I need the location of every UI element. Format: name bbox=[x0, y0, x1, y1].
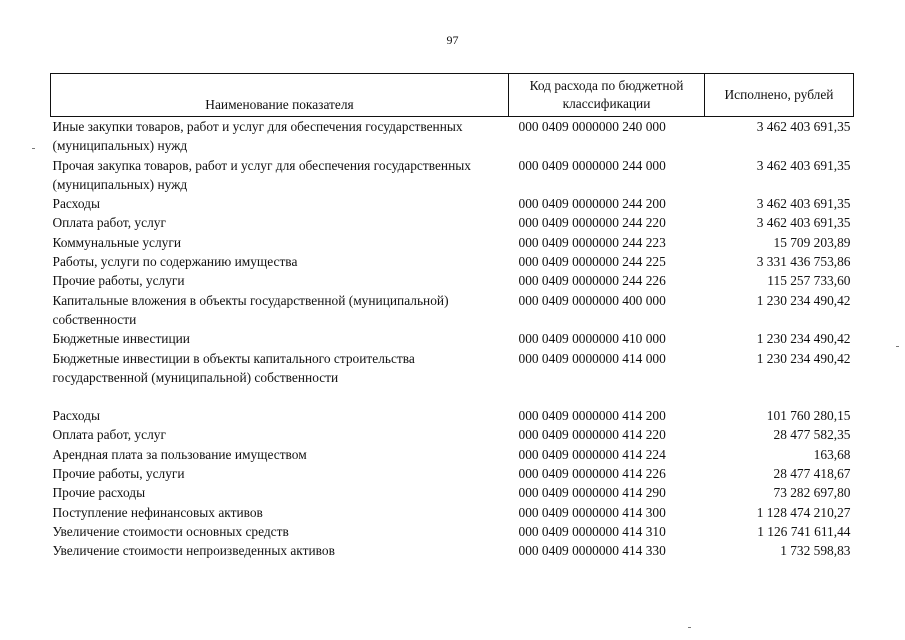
table-row bbox=[51, 291, 854, 330]
scan-speck bbox=[896, 346, 899, 347]
table-row bbox=[51, 117, 854, 156]
row-value: 1 126 741 611,44 bbox=[757, 523, 851, 539]
table-row bbox=[51, 213, 854, 232]
row-name: Прочие расходы bbox=[52, 485, 146, 501]
row-name: Иные закупки товаров, работ и услуг для обеспечения государственных (муниципальных) нужд bbox=[52, 119, 463, 154]
row-code: 000 0409 0000000 410 000 bbox=[518, 331, 666, 347]
table-spacer-row bbox=[51, 387, 854, 406]
row-name: Коммунальные услуги bbox=[52, 234, 181, 250]
header-value: Исполнено, рублей bbox=[705, 74, 854, 117]
header-code: Код расхода по бюджетной классификации bbox=[509, 74, 705, 117]
row-value: 3 331 436 753,86 bbox=[756, 254, 851, 270]
row-value: 15 709 203,89 bbox=[773, 234, 851, 250]
row-name: Оплата работ, услуг bbox=[52, 215, 166, 231]
table-row bbox=[51, 483, 854, 502]
table-row bbox=[51, 271, 854, 290]
table-row bbox=[51, 156, 854, 195]
scan-speck bbox=[688, 627, 691, 628]
row-name: Арендная плата за пользование имуществом bbox=[52, 446, 307, 462]
row-code: 000 0409 0000000 244 200 bbox=[518, 196, 666, 212]
row-code: 000 0409 0000000 414 226 bbox=[518, 466, 666, 482]
spacer-cell bbox=[705, 387, 854, 406]
row-code: 000 0409 0000000 414 300 bbox=[518, 504, 666, 520]
row-value: 1 230 234 490,42 bbox=[756, 350, 851, 366]
row-value: 101 760 280,15 bbox=[766, 408, 851, 424]
row-name: Прочая закупка товаров, работ и услуг для обеспечения государственных (муниципальных) нужд bbox=[52, 157, 471, 192]
row-name: Капитальные вложения в объекты государственной (муниципальной) собственности bbox=[52, 292, 449, 327]
table-row bbox=[51, 252, 854, 271]
table-row bbox=[51, 503, 854, 522]
row-name: Расходы bbox=[52, 408, 100, 424]
table-row bbox=[51, 541, 854, 560]
row-value: 28 477 418,67 bbox=[773, 466, 851, 482]
row-code: 000 0409 0000000 244 225 bbox=[518, 254, 666, 270]
table-row bbox=[51, 233, 854, 252]
row-name: Увеличение стоимости основных средств bbox=[52, 523, 289, 539]
row-value: 3 462 403 691,35 bbox=[756, 157, 851, 173]
row-value: 1 128 474 210,27 bbox=[756, 504, 851, 520]
table-row bbox=[51, 522, 854, 541]
table-row bbox=[51, 329, 854, 348]
row-name: Прочие работы, услуги bbox=[52, 466, 185, 482]
table-row bbox=[51, 445, 854, 464]
table-row bbox=[51, 349, 854, 388]
header-name: Наименование показателя bbox=[51, 74, 509, 117]
row-code: 000 0409 0000000 414 290 bbox=[518, 485, 666, 501]
row-value: 3 462 403 691,35 bbox=[756, 119, 851, 134]
row-code: 000 0409 0000000 244 223 bbox=[518, 234, 666, 250]
page-number: 97 bbox=[446, 33, 459, 47]
row-value: 28 477 582,35 bbox=[773, 427, 851, 443]
row-name: Расходы bbox=[52, 196, 100, 212]
table-body bbox=[51, 117, 854, 561]
table-header bbox=[51, 74, 854, 117]
row-value: 3 462 403 691,35 bbox=[756, 196, 851, 212]
row-code: 000 0409 0000000 240 000 bbox=[518, 119, 666, 134]
row-value: 163,68 bbox=[813, 446, 851, 462]
row-code: 000 0409 0000000 400 000 bbox=[518, 292, 666, 308]
row-code: 000 0409 0000000 244 000 bbox=[518, 157, 666, 173]
table-row bbox=[51, 194, 854, 213]
row-value: 115 257 733,60 bbox=[767, 273, 851, 289]
row-name: Бюджетные инвестиции bbox=[52, 331, 190, 347]
table-row bbox=[51, 425, 854, 444]
row-name: Работы, услуги по содержанию имущества bbox=[52, 254, 298, 270]
spacer-cell bbox=[509, 387, 705, 406]
row-value: 1 732 598,83 bbox=[780, 543, 851, 559]
row-value: 1 230 234 490,42 bbox=[756, 331, 851, 347]
row-name: Поступление нефинансовых активов bbox=[52, 504, 263, 520]
row-value: 73 282 697,80 bbox=[773, 485, 851, 501]
row-name: Оплата работ, услуг bbox=[52, 427, 166, 443]
table-row bbox=[51, 464, 854, 483]
row-code: 000 0409 0000000 414 310 bbox=[518, 523, 666, 539]
table-row bbox=[51, 406, 854, 425]
spacer-cell bbox=[51, 387, 509, 406]
row-code: 000 0409 0000000 414 224 bbox=[518, 446, 666, 462]
row-code: 000 0409 0000000 414 220 bbox=[518, 427, 666, 443]
row-value: 1 230 234 490,42 bbox=[756, 292, 851, 308]
budget-expenses-table bbox=[50, 73, 854, 561]
row-name: Бюджетные инвестиции в объекты капитального строительства государственной (муниципальной) собственности bbox=[52, 350, 415, 385]
row-value: 3 462 403 691,35 bbox=[756, 215, 851, 231]
row-name: Увеличение стоимости непроизведенных активов bbox=[52, 543, 335, 559]
row-code: 000 0409 0000000 244 220 bbox=[518, 215, 666, 231]
row-code: 000 0409 0000000 414 330 bbox=[518, 543, 666, 559]
row-code: 000 0409 0000000 414 200 bbox=[518, 408, 666, 424]
row-name: Прочие работы, услуги bbox=[52, 273, 185, 289]
row-code: 000 0409 0000000 244 226 bbox=[518, 273, 666, 289]
row-code: 000 0409 0000000 414 000 bbox=[518, 350, 666, 366]
scan-speck bbox=[32, 148, 35, 149]
